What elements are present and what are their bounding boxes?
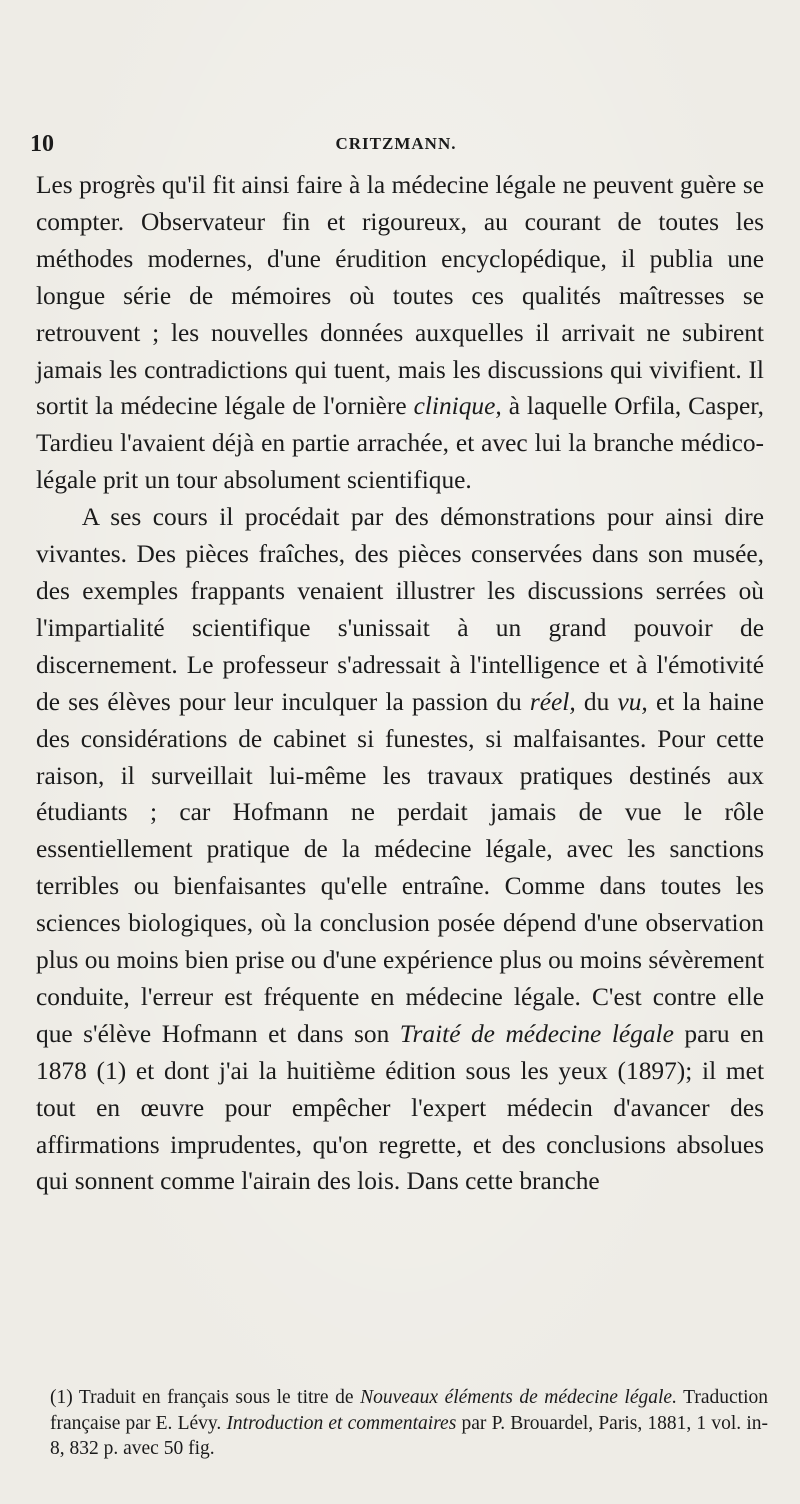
italic-run: vu,	[617, 687, 648, 716]
paragraph-2-run: du	[575, 687, 618, 716]
paragraph-2-run: et la haine des considérations de cabinet si funestes, si malfaisantes. Pour cette raison, il surveillait lui-même les travaux pratiques destinés aux étudiants ; car Hofmann ne perdait jamais de vue le rôle essentiellement pratique de la médecine légale, avec les sanctions terribles ou bienfaisantes qu'elle entraîne. Comme dans toutes les sciences biologiques, où la conclusion posée dépend d'une observation plus ou moins bien prise ou d'une expérience plus ou moins sévèrement conduite, l'erreur est fréquente en médecine légale. C'est contre elle que s'élève Hofmann et dans son	[36, 687, 764, 1048]
footnote-italic: Introduction et commentaires	[226, 1412, 457, 1434]
running-head	[30, 128, 762, 160]
italic-run: clinique,	[413, 392, 502, 421]
footnote-run: par P. Brouardel, Paris, 1881, 1 vol. in-8, 832 p. avec 50 fig.	[50, 1412, 768, 1459]
paragraph-1-run: à laquelle Orfila, Casper, Tardieu l'avaient déjà en partie arrachée, et avec lui la branche médico-légale prit un tour absolument scientifique.	[36, 392, 764, 495]
footnote	[50, 1385, 768, 1462]
running-title: CRITZMANN.	[335, 134, 457, 153]
footnote-run: Traduction française par E. Lévy.	[50, 1387, 769, 1434]
paragraph-2-run: paru en 1878 (1) et dont j'ai la huitième édition sous les yeux (1897); il met tout en œuvre pour empêcher l'expert médecin d'avancer des affirmations imprudentes, qu'on regrette, et des conclusions absolues qui sonnent comme l'airain des lois. Dans cette branche	[36, 1019, 764, 1196]
page-number: 10	[30, 131, 54, 157]
footnote-text	[50, 1385, 768, 1462]
italic-run: Traité de médecine légale	[399, 1019, 674, 1048]
paragraph-1	[36, 167, 764, 499]
paragraph-2-run: A ses cours il procédait par des démonstrations pour ainsi dire vivantes. Des pièces fraîches, des pièces conservées dans son musée, des exemples frappants venaient illustrer les discussions serrées où l'impartialité scientifique s'unissait à un grand pouvoir de discernement. Le professeur s'adressait à l'intelligence et à l'émotivité de ses élèves pour leur inculquer la passion du	[36, 503, 764, 716]
footnote-run: (1) Traduit en français sous le titre de	[50, 1387, 361, 1408]
italic-run: réel,	[529, 687, 576, 716]
paragraph-2	[36, 499, 764, 1200]
footnote-italic: Nouveaux éléments de médecine légale.	[360, 1387, 677, 1408]
paragraph-1-run: Les progrès qu'il fit ainsi faire à la médecine légale ne peuvent guère se compter. Observateur fin et rigoureux, au courant de toutes les méthodes modernes, d'une érudition encyclopédique, il publia une longue série de mémoires où toutes ces qualités maîtresses se retrouvent ; les nouvelles données auxquelles il arrivait ne subirent jamais les contradictions qui tuent, mais les discussions qui vivifient. Il sortit la médecine légale de l'ornière	[36, 171, 764, 421]
body-text	[36, 167, 764, 1200]
